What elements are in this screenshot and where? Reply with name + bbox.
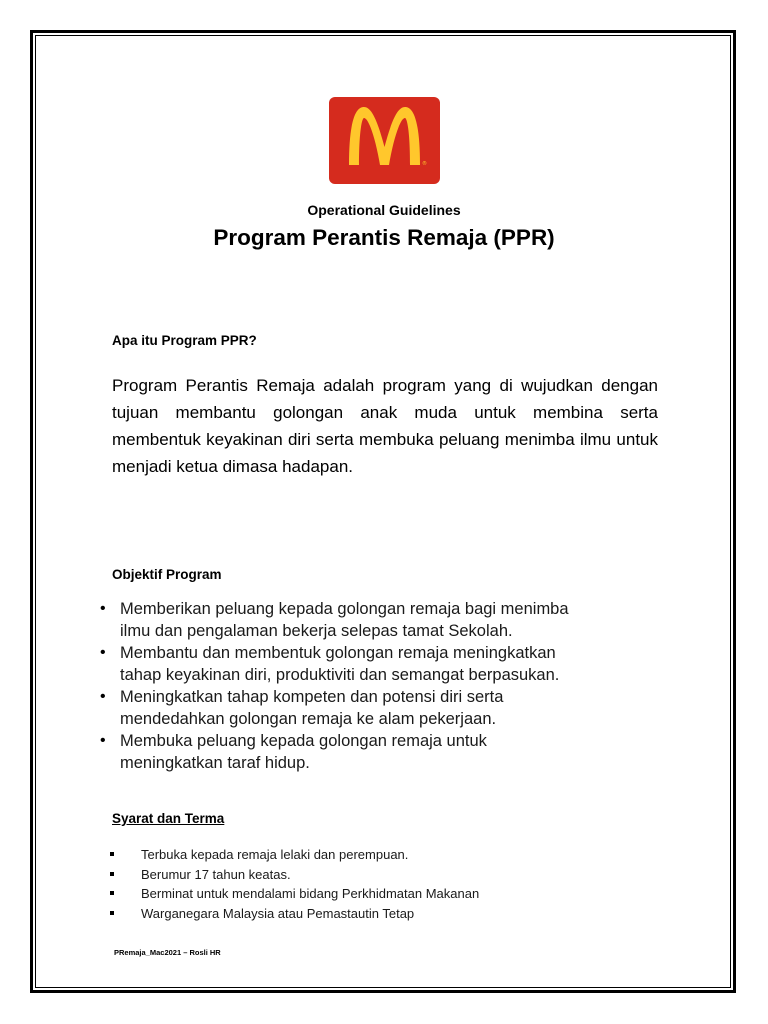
square-bullet-icon [110,891,114,895]
objectives-heading: Objektif Program [112,567,222,582]
intro-heading: Apa itu Program PPR? [112,333,257,348]
objectives-list [98,598,698,774]
list-item [98,642,698,686]
terms-heading: Syarat dan Terma [112,811,225,826]
list-item [110,865,670,885]
term-text: Terbuka kepada remaja lelaki dan perempuan. [141,847,409,862]
list-item [98,730,698,774]
objective-line: ilmu dan pengalaman bekerja selepas tamat Sekolah. [120,622,513,640]
bullet-icon: • [100,600,106,617]
term-text: Warganegara Malaysia atau Pemastautin Tetap [141,905,415,921]
square-bullet-icon [110,852,114,856]
terms-list [110,845,670,923]
objective-line: Membantu dan membentuk golongan remaja meningkatkan [120,644,556,662]
term-text: Berumur 17 tahun keatas. [141,866,291,882]
objective-line: tahap keyakinan diri, produktiviti dan semangat berpasukan. [120,666,560,684]
objective-line: Membuka peluang kepada golongan remaja untuk [120,732,487,750]
square-bullet-icon [110,872,114,876]
document-title: Program Perantis Remaja (PPR) [213,225,555,250]
golden-arches-icon [329,97,440,184]
list-item [110,904,670,924]
objective-line: Meningkatkan tahap kompeten dan potensi diri serta [120,688,504,706]
objective-line: Memberikan peluang kepada golongan remaja bagi menimba [120,600,569,618]
list-item [98,686,698,730]
objective-line: mendedahkan golongan remaja ke alam pekerjaan. [120,710,497,728]
intro-paragraph: Program Perantis Remaja adalah program yang di wujudkan dengan tujuan membantu golongan anak muda untuk membina serta membentuk keyakinan diri serta membuka peluang menimba ilmu untuk menjadi ketua dimasa hadapan. [112,376,658,476]
mcdonalds-logo [329,97,440,184]
list-item [110,884,670,904]
bullet-icon: • [100,644,106,661]
list-item [98,598,698,642]
svg-text:®: ® [422,161,427,167]
document-subtitle: Operational Guidelines [307,202,461,218]
footer-note: PRemaja_Mac2021 – Rosli HR [114,948,221,957]
list-item [110,845,670,865]
objective-line: meningkatkan taraf hidup. [120,754,310,772]
bullet-icon: • [100,688,106,705]
bullet-icon: • [100,732,106,749]
term-text: Berminat untuk mendalami bidang Perkhidmatan Makanan [141,886,480,901]
square-bullet-icon [110,911,114,915]
